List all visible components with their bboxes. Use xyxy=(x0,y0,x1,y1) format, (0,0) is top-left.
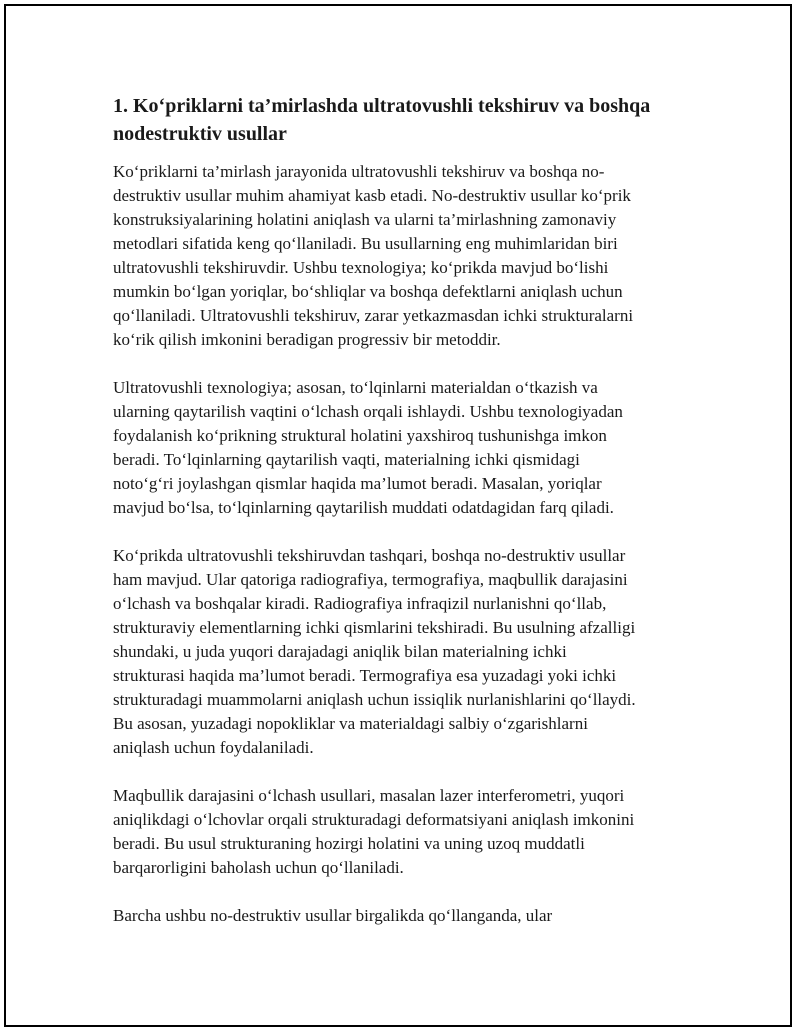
text-line: beradi. Bu usul strukturaning hozirgi holatini va uning uzoq muddatli xyxy=(113,834,585,853)
paragraph-5 xyxy=(113,904,693,928)
paragraph-4 xyxy=(113,784,693,880)
text-line: ularning qaytarilish vaqtini o‘lchash orqali ishlaydi. Ushbu texnologiyadan xyxy=(113,402,623,421)
text-line: konstruksiyalarining holatini aniqlash va ularni ta’mirlashning zamonaviy xyxy=(113,210,617,229)
heading-line: 1. Ko‘priklarni ta’mirlashda ultratovushli tekshiruv va boshqa xyxy=(113,95,651,117)
text-line: mumkin bo‘lgan yoriqlar, bo‘shliqlar va boshqa defektlarni aniqlash uchun xyxy=(113,282,623,301)
document-body xyxy=(113,92,693,952)
text-line: Ko‘prikda ultratovushli tekshiruvdan tashqari, boshqa no-destruktiv usullar xyxy=(113,546,626,565)
text-line: Ko‘priklarni ta’mirlash jarayonida ultratovushli tekshiruv va boshqa no- xyxy=(113,162,605,181)
text-line: destruktiv usullar muhim ahamiyat kasb etadi. No-destruktiv usullar ko‘prik xyxy=(113,186,631,205)
text-line: beradi. To‘lqinlarning qaytarilish vaqti, materialning ichki qismidagi xyxy=(113,450,580,469)
text-line: ultratovushli tekshiruvdir. Ushbu texnologiya; ko‘prikda mavjud bo‘lishi xyxy=(113,258,609,277)
text-line: aniqlash uchun foydalaniladi. xyxy=(113,738,314,757)
text-line: strukturaviy elementlarning ichki qismlarini tekshiradi. Bu usulning afzalligi xyxy=(113,618,636,637)
text-line: barqarorligini baholash uchun qo‘llaniladi. xyxy=(113,858,404,877)
text-line: qo‘llaniladi. Ultratovushli tekshiruv, zarar yetkazmasdan ichki strukturalarni xyxy=(113,306,634,325)
text-line: noto‘g‘ri joylashgan qismlar haqida ma’lumot beradi. Masalan, yoriqlar xyxy=(113,474,602,493)
text-line: Barcha ushbu no-destruktiv usullar birgalikda qo‘llanganda, ular xyxy=(113,906,553,925)
paragraph-1 xyxy=(113,160,693,352)
text-line: metodlari sifatida keng qo‘llaniladi. Bu usullarning eng muhimlaridan biri xyxy=(113,234,618,253)
text-line: Ultratovushli texnologiya; asosan, to‘lqinlarni materialdan o‘tkazish va xyxy=(113,378,598,397)
paragraph-2 xyxy=(113,376,693,520)
text-line: foydalanish ko‘prikning struktural holatini yaxshiroq tushunishga imkon xyxy=(113,426,607,445)
text-line: ko‘rik qilish imkonini beradigan progressiv bir metoddir. xyxy=(113,330,501,349)
text-line: shundaki, u juda yuqori darajadagi aniqlik bilan materialning ichki xyxy=(113,642,567,661)
section-heading xyxy=(113,92,693,148)
text-line: strukturadagi muammolarni aniqlash uchun issiqlik nurlanishlarini qo‘llaydi. xyxy=(113,690,636,709)
text-line: Bu asosan, yuzadagi nopokliklar va materialdagi salbiy o‘zgarishlarni xyxy=(113,714,588,733)
heading-line: nodestruktiv usullar xyxy=(113,123,287,145)
paragraph-3 xyxy=(113,544,693,760)
text-line: ham mavjud. Ular qatoriga radiografiya, termografiya, maqbullik darajasini xyxy=(113,570,628,589)
text-line: o‘lchash va boshqalar kiradi. Radiografiya infraqizil nurlanishni qo‘llab, xyxy=(113,594,607,613)
text-line: strukturasi haqida ma’lumot beradi. Termografiya esa yuzadagi yoki ichki xyxy=(113,666,617,685)
text-line: Maqbullik darajasini o‘lchash usullari, masalan lazer interferometri, yuqori xyxy=(113,786,625,805)
text-line: mavjud bo‘lsa, to‘lqinlarning qaytarilish muddati odatdagidan farq qiladi. xyxy=(113,498,614,517)
text-line: aniqlikdagi o‘lchovlar orqali strukturadagi deformatsiyani aniqlash imkonini xyxy=(113,810,635,829)
